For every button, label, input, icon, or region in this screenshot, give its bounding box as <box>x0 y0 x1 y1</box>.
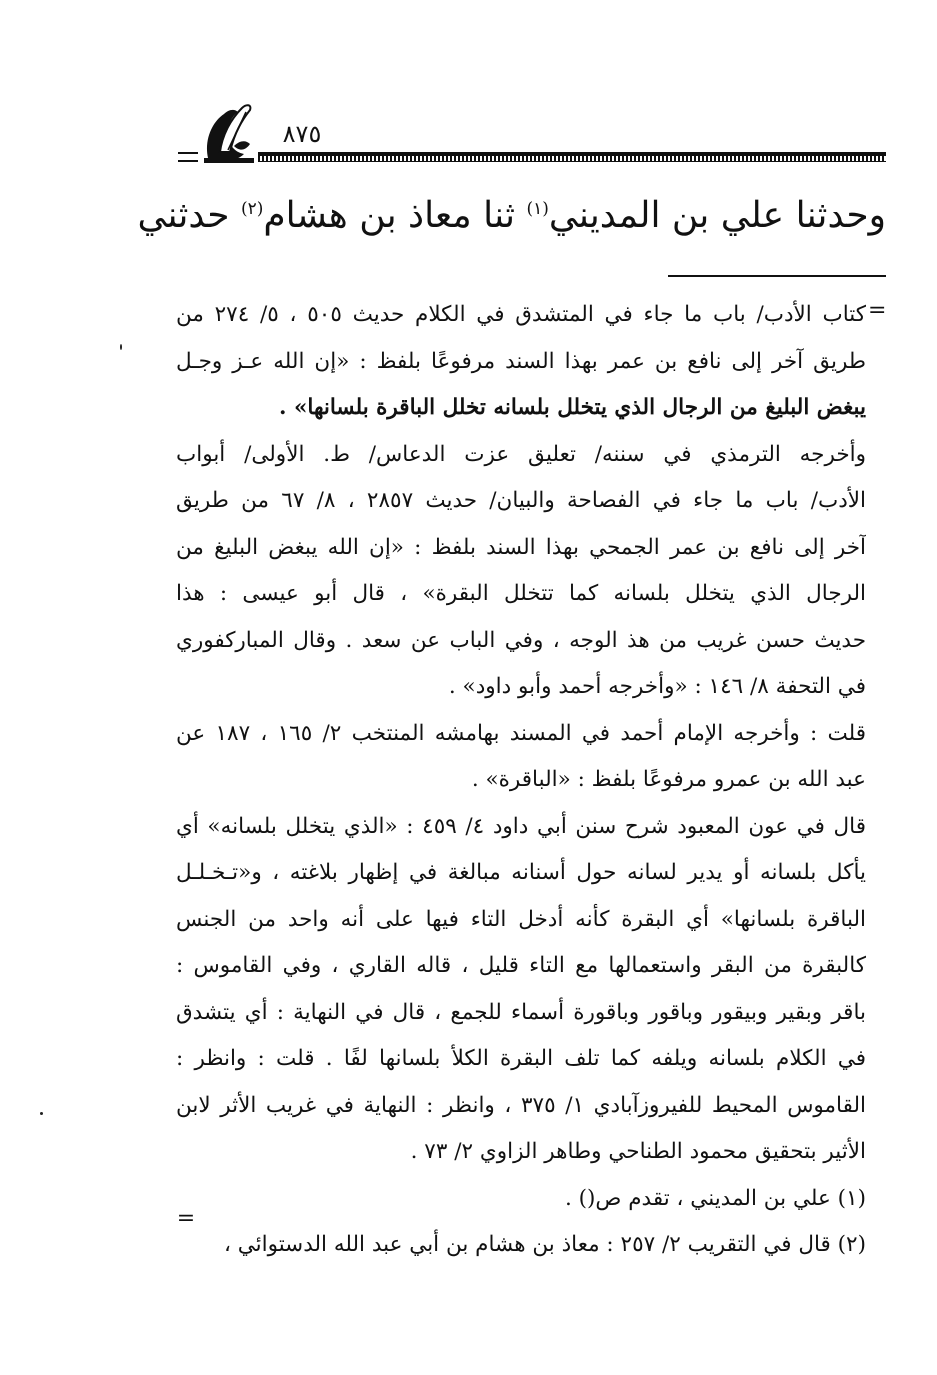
footnote-line: آخر إلى نافع بن عمر الجمحي بهذا السند بلفظ : «إن الله يبغض البليغ من <box>176 534 866 560</box>
main-text-line <box>137 186 886 246</box>
footnote-line: يبغض البليغ من الرجال الذي يتخلل بلسانه تخلل الباقرة بلسانها» . <box>279 395 866 420</box>
footnote-line: الباقرة بلسانها» أي البقرة كأنه أدخل التاء فيها على أنه واحد من الجنس <box>176 906 866 932</box>
footnote-line: قلت : وأخرجه الإمام أحمد في المسند بهامشه المنتخب ٢/ ١٦٥ ، ١٨٧ عن <box>176 720 866 746</box>
footnote-line: باقر وبقير وبيقور وباقور وباقورة أسماء للجمع ، قال في النهاية : أي يتشدق <box>176 999 866 1025</box>
continuation-mark-end: = <box>176 1206 196 1231</box>
footnote-text: قال في التقريب ٢/ ٢٥٧ : معاذ بن هشام بن أبي عبد الله الدستوائي ، <box>223 1232 831 1257</box>
footnote-line: قال في عون المعبود شرح سنن أبي داود ٤/ ٤٥٩ : «الذي يتخلل بلسانه» أي <box>176 813 866 839</box>
footnote-line: القاموس المحيط للفيروزآبادي ١/ ٣٧٥ ، وانظر : النهاية في غريب الأثر لابن <box>176 1092 866 1118</box>
header-rule <box>258 152 886 162</box>
footnote-line: طريق آخر إلى نافع بن عمر بهذا السند مرفوعًا بلفظ : «إن الله عـز وجـل <box>176 348 866 374</box>
footnote-line: حديث حسن غريب من هذ الوجه ، وفي الباب عن سعد . وقال المباركفوري <box>176 627 866 653</box>
footnote-line: عبد الله بن عمرو مرفوعًا بلفظ : «الباقرة» . <box>471 767 866 792</box>
scan-speck <box>120 344 122 350</box>
page-number: ٨٧٥ <box>282 120 322 148</box>
footnote-line: في التحفة ٨/ ١٤٦ : «وأخرجه أحمد وأبو داود» . <box>448 674 866 699</box>
footnote-line: الرجال الذي يتخلل بلسانه كما تتخلل البقرة» ، قال أبو عيسى : هذا <box>176 581 866 606</box>
header-rule-left <box>178 152 198 162</box>
footnote-separator-rule <box>668 275 886 277</box>
main-text-part: ثنا معاذ بن هشام <box>263 195 527 236</box>
footnote-number: (١) <box>837 1185 866 1211</box>
footnote-line: كالبقرة من البقر واستعمالها مع التاء قليل ، قاله القاري ، وفي القاموس : <box>176 953 866 978</box>
footnote-line: وأخرجه الترمذي في سننه/ تعليق عزت الدعاس/ ط. الأولى/ أبواب <box>176 441 866 467</box>
footnote-text: علي بن المديني ، تقدم ص() . <box>564 1185 831 1211</box>
footnote-reference-1[interactable]: (١) <box>526 199 549 219</box>
footnote-line: كتاب الأدب/ باب ما جاء في المتشدق في الكلام حديث ٥٠٥ ، ٥/ ٢٧٤ من <box>176 302 866 327</box>
footnote-2 <box>176 1222 866 1269</box>
main-text-part: وحدثنا علي بن المديني <box>548 195 886 236</box>
continuation-mark: = <box>868 298 887 323</box>
scan-speck <box>40 1112 43 1115</box>
footnote-reference-2[interactable]: (٢) <box>240 199 264 219</box>
footnote-line: يأكل بلسانه أو يدير لسانه حول أسنانه مبالغة في إظهار بلاغته ، و«تـخـلـل <box>176 860 866 885</box>
footnote-line: الأثير بتحقيق محمود الطناحي وطاهر الزاوي ٢/ ٧٣ . <box>410 1139 866 1164</box>
footnote-line: في الكلام بلسانه ويلفه كما تلف البقرة الكلأ بلسانها لفًا . قلت : وانظر : <box>176 1046 866 1071</box>
footnote-line: الأدب/ باب ما جاء في الفصاحة والبيان/ حديث ٢٨٥٧ ، ٨/ ٦٧ من طريق <box>176 488 866 513</box>
footnote-1 <box>176 1176 866 1223</box>
quill-ornament-icon <box>198 100 258 166</box>
footnote-number: (٢) <box>837 1232 866 1257</box>
main-text-part: حدثني <box>137 195 241 236</box>
footnotes-block <box>176 292 866 1257</box>
